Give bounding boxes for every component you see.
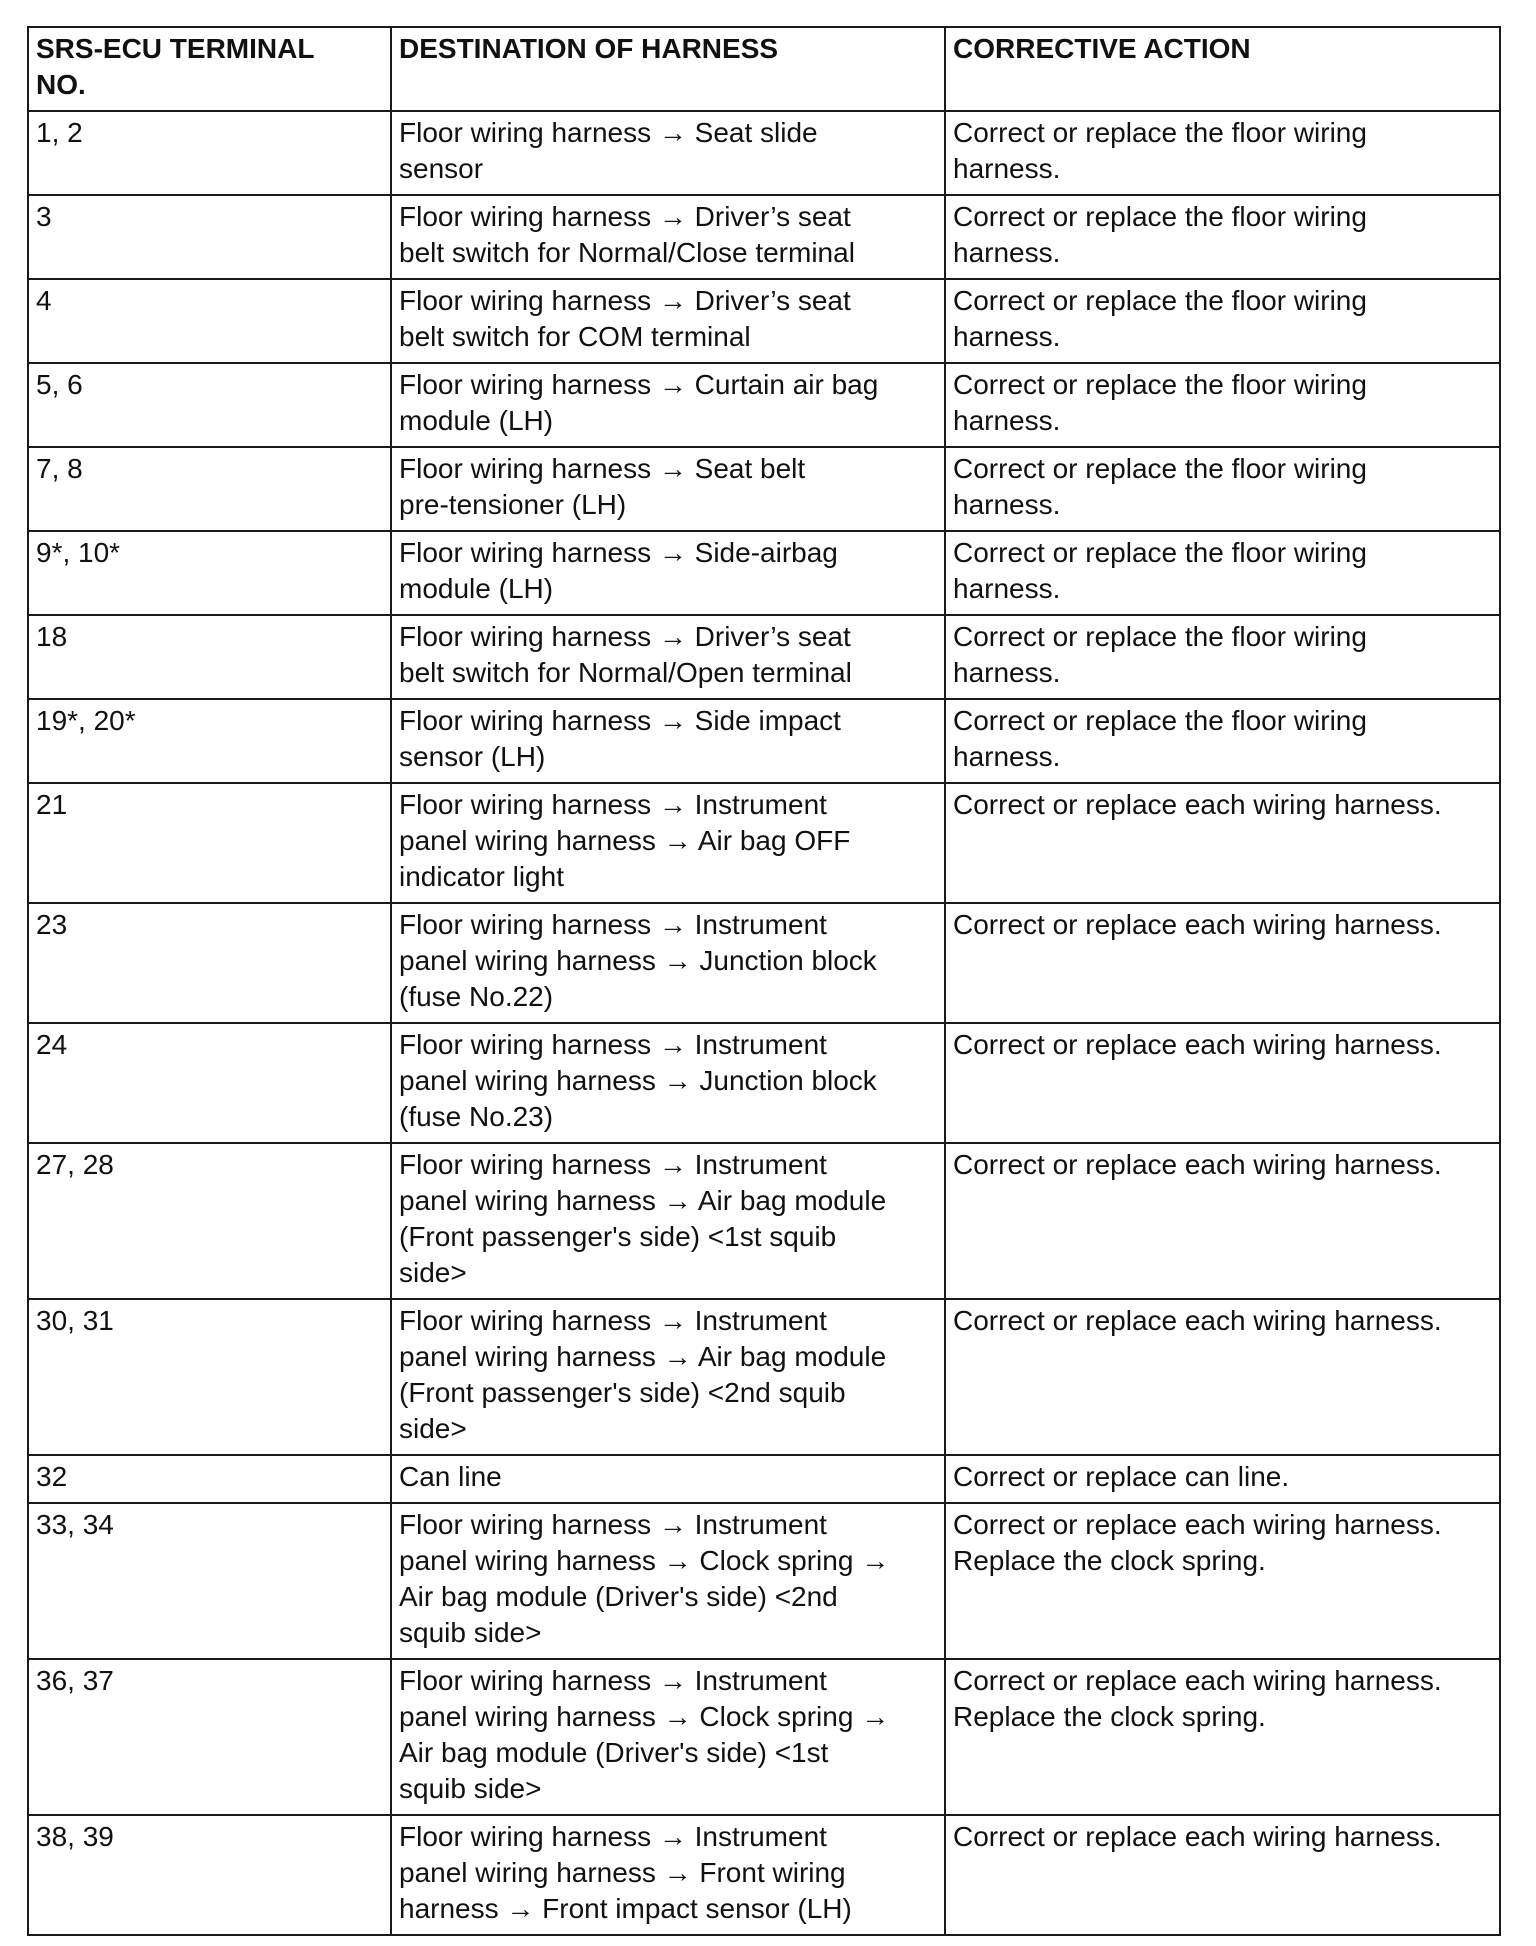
header-text-line: NO. bbox=[36, 69, 86, 100]
cell-text-line: belt switch for COM terminal bbox=[399, 321, 751, 352]
cell-text-line: Floor wiring harness → Curtain air bag bbox=[399, 369, 879, 400]
table-row bbox=[28, 1143, 1500, 1299]
table-row bbox=[28, 1455, 1500, 1503]
cell-destination bbox=[391, 531, 945, 615]
cell-text-line: sensor (LH) bbox=[399, 741, 546, 772]
cell-text-line: Correct or replace the floor wiring bbox=[953, 705, 1367, 736]
cell-text-line: Correct or replace each wiring harness. bbox=[953, 1665, 1442, 1696]
cell-text-line: Floor wiring harness → Side-airbag bbox=[399, 537, 838, 568]
cell-text-line: side> bbox=[399, 1257, 467, 1288]
cell-text-line: Floor wiring harness → Side impact bbox=[399, 705, 841, 736]
cell-text-line: Correct or replace each wiring harness. bbox=[953, 1821, 1442, 1852]
cell-text-line: 32 bbox=[36, 1461, 68, 1492]
cell-terminal-no bbox=[28, 1299, 391, 1455]
cell-text-line: panel wiring harness → Junction block bbox=[399, 945, 877, 976]
cell-corrective-action bbox=[945, 699, 1500, 783]
cell-text-line: Correct or replace each wiring harness. bbox=[953, 1509, 1442, 1540]
cell-text-line: harness. bbox=[953, 573, 1061, 604]
cell-terminal-no bbox=[28, 1023, 391, 1143]
cell-terminal-no bbox=[28, 447, 391, 531]
cell-destination bbox=[391, 615, 945, 699]
cell-text-line: Correct or replace the floor wiring bbox=[953, 117, 1367, 148]
cell-text-line: sensor bbox=[399, 153, 484, 184]
cell-text-line: (fuse No.23) bbox=[399, 1101, 554, 1132]
cell-text-line: Floor wiring harness → Instrument bbox=[399, 789, 827, 820]
cell-text-line: harness. bbox=[953, 321, 1061, 352]
cell-corrective-action bbox=[945, 615, 1500, 699]
cell-text-line: Correct or replace each wiring harness. bbox=[953, 1305, 1442, 1336]
cell-text-line: pre-tensioner (LH) bbox=[399, 489, 627, 520]
cell-text-line: Replace the clock spring. bbox=[953, 1701, 1266, 1732]
cell-text-line: harness. bbox=[953, 741, 1061, 772]
cell-corrective-action bbox=[945, 1815, 1500, 1935]
cell-terminal-no bbox=[28, 279, 391, 363]
cell-terminal-no bbox=[28, 531, 391, 615]
cell-destination bbox=[391, 903, 945, 1023]
table-row bbox=[28, 363, 1500, 447]
cell-text-line: Correct or replace each wiring harness. bbox=[953, 1029, 1442, 1060]
table-row bbox=[28, 903, 1500, 1023]
cell-text-line: 19*, 20* bbox=[36, 705, 136, 736]
cell-corrective-action bbox=[945, 447, 1500, 531]
cell-text-line: 7, 8 bbox=[36, 453, 83, 484]
cell-text-line: panel wiring harness → Air bag module bbox=[399, 1341, 887, 1372]
cell-text-line: Correct or replace the floor wiring bbox=[953, 453, 1367, 484]
cell-text-line: Floor wiring harness → Driver’s seat bbox=[399, 201, 851, 232]
cell-text-line: Replace the clock spring. bbox=[953, 1545, 1266, 1576]
cell-text-line: module (LH) bbox=[399, 405, 554, 436]
cell-text-line: Floor wiring harness → Driver’s seat bbox=[399, 285, 851, 316]
table-row bbox=[28, 1815, 1500, 1935]
cell-text-line: squib side> bbox=[399, 1773, 542, 1804]
cell-text-line: Air bag module (Driver's side) <2nd bbox=[399, 1581, 838, 1612]
cell-text-line: 30, 31 bbox=[36, 1305, 114, 1336]
cell-text-line: (Front passenger's side) <1st squib bbox=[399, 1221, 837, 1252]
cell-text-line: Air bag module (Driver's side) <1st bbox=[399, 1737, 829, 1768]
cell-destination bbox=[391, 783, 945, 903]
table-row bbox=[28, 1023, 1500, 1143]
cell-destination bbox=[391, 111, 945, 195]
cell-destination bbox=[391, 1815, 945, 1935]
table-row bbox=[28, 1659, 1500, 1815]
table-row bbox=[28, 615, 1500, 699]
cell-text-line: panel wiring harness → Air bag module bbox=[399, 1185, 887, 1216]
cell-destination bbox=[391, 1299, 945, 1455]
cell-destination bbox=[391, 1023, 945, 1143]
table-row bbox=[28, 447, 1500, 531]
cell-corrective-action bbox=[945, 783, 1500, 903]
cell-text-line: harness. bbox=[953, 237, 1061, 268]
cell-corrective-action bbox=[945, 363, 1500, 447]
cell-text-line: Can line bbox=[399, 1461, 502, 1492]
cell-text-line: belt switch for Normal/Close terminal bbox=[399, 237, 855, 268]
cell-destination bbox=[391, 447, 945, 531]
cell-destination bbox=[391, 363, 945, 447]
cell-corrective-action bbox=[945, 1023, 1500, 1143]
cell-text-line: Correct or replace can line. bbox=[953, 1461, 1290, 1492]
cell-terminal-no bbox=[28, 111, 391, 195]
cell-text-line: (Front passenger's side) <2nd squib bbox=[399, 1377, 846, 1408]
cell-corrective-action bbox=[945, 1143, 1500, 1299]
cell-text-line: 9*, 10* bbox=[36, 537, 121, 568]
cell-terminal-no bbox=[28, 363, 391, 447]
table-row bbox=[28, 1503, 1500, 1659]
cell-text-line: indicator light bbox=[399, 861, 564, 892]
cell-text-line: 38, 39 bbox=[36, 1821, 114, 1852]
cell-terminal-no bbox=[28, 903, 391, 1023]
table-row bbox=[28, 1299, 1500, 1455]
cell-text-line: panel wiring harness → Air bag OFF bbox=[399, 825, 851, 856]
cell-corrective-action bbox=[945, 1299, 1500, 1455]
table-row bbox=[28, 699, 1500, 783]
cell-text-line: panel wiring harness → Front wiring bbox=[399, 1857, 846, 1888]
cell-destination bbox=[391, 1659, 945, 1815]
cell-destination bbox=[391, 279, 945, 363]
cell-text-line: Floor wiring harness → Seat belt bbox=[399, 453, 806, 484]
cell-text-line: harness. bbox=[953, 657, 1061, 688]
cell-text-line: Floor wiring harness → Seat slide bbox=[399, 117, 818, 148]
cell-text-line: 36, 37 bbox=[36, 1665, 114, 1696]
cell-text-line: 24 bbox=[36, 1029, 68, 1060]
cell-text-line: 5, 6 bbox=[36, 369, 83, 400]
cell-corrective-action bbox=[945, 1503, 1500, 1659]
cell-text-line: 4 bbox=[36, 285, 52, 316]
cell-text-line: 1, 2 bbox=[36, 117, 83, 148]
cell-corrective-action bbox=[945, 195, 1500, 279]
table-row bbox=[28, 279, 1500, 363]
cell-text-line: Floor wiring harness → Instrument bbox=[399, 1821, 827, 1852]
cell-terminal-no bbox=[28, 1815, 391, 1935]
cell-corrective-action bbox=[945, 279, 1500, 363]
header-text-line: DESTINATION OF HARNESS bbox=[399, 33, 779, 64]
cell-terminal-no bbox=[28, 699, 391, 783]
table-row bbox=[28, 531, 1500, 615]
cell-text-line: Correct or replace the floor wiring bbox=[953, 369, 1367, 400]
table-row bbox=[28, 111, 1500, 195]
cell-destination bbox=[391, 1143, 945, 1299]
cell-text-line: 27, 28 bbox=[36, 1149, 114, 1180]
header-terminal-no bbox=[28, 27, 391, 111]
cell-text-line: harness. bbox=[953, 405, 1061, 436]
document-page bbox=[27, 26, 1501, 1936]
cell-text-line: Floor wiring harness → Instrument bbox=[399, 1149, 827, 1180]
cell-terminal-no bbox=[28, 195, 391, 279]
header-corrective-action bbox=[945, 27, 1500, 111]
cell-text-line: Correct or replace each wiring harness. bbox=[953, 789, 1442, 820]
cell-text-line: harness. bbox=[953, 153, 1061, 184]
cell-text-line: Floor wiring harness → Instrument bbox=[399, 1305, 827, 1336]
cell-text-line: Correct or replace the floor wiring bbox=[953, 285, 1367, 316]
cell-text-line: Floor wiring harness → Instrument bbox=[399, 909, 827, 940]
cell-terminal-no bbox=[28, 1455, 391, 1503]
cell-text-line: (fuse No.22) bbox=[399, 981, 554, 1012]
table-header-row bbox=[28, 27, 1500, 111]
cell-text-line: belt switch for Normal/Open terminal bbox=[399, 657, 852, 688]
cell-text-line: 33, 34 bbox=[36, 1509, 114, 1540]
cell-text-line: harness → Front impact sensor (LH) bbox=[399, 1893, 852, 1924]
cell-text-line: 3 bbox=[36, 201, 52, 232]
cell-text-line: Correct or replace the floor wiring bbox=[953, 621, 1367, 652]
cell-corrective-action bbox=[945, 111, 1500, 195]
cell-text-line: Floor wiring harness → Instrument bbox=[399, 1509, 827, 1540]
cell-text-line: Floor wiring harness → Instrument bbox=[399, 1665, 827, 1696]
cell-text-line: panel wiring harness → Clock spring → bbox=[399, 1545, 890, 1576]
srs-harness-table bbox=[27, 26, 1501, 1936]
cell-corrective-action bbox=[945, 531, 1500, 615]
cell-corrective-action bbox=[945, 1455, 1500, 1503]
cell-destination bbox=[391, 1503, 945, 1659]
cell-destination bbox=[391, 1455, 945, 1503]
cell-text-line: module (LH) bbox=[399, 573, 554, 604]
table-row bbox=[28, 783, 1500, 903]
cell-terminal-no bbox=[28, 1143, 391, 1299]
cell-text-line: 18 bbox=[36, 621, 68, 652]
cell-text-line: Correct or replace the floor wiring bbox=[953, 537, 1367, 568]
cell-corrective-action bbox=[945, 903, 1500, 1023]
cell-text-line: Floor wiring harness → Instrument bbox=[399, 1029, 827, 1060]
cell-terminal-no bbox=[28, 783, 391, 903]
cell-text-line: Correct or replace each wiring harness. bbox=[953, 909, 1442, 940]
header-destination bbox=[391, 27, 945, 111]
cell-text-line: 23 bbox=[36, 909, 68, 940]
cell-text-line: Floor wiring harness → Driver’s seat bbox=[399, 621, 851, 652]
table-row bbox=[28, 195, 1500, 279]
cell-text-line: 21 bbox=[36, 789, 68, 820]
cell-text-line: squib side> bbox=[399, 1617, 542, 1648]
cell-terminal-no bbox=[28, 615, 391, 699]
cell-corrective-action bbox=[945, 1659, 1500, 1815]
cell-text-line: Correct or replace the floor wiring bbox=[953, 201, 1367, 232]
table-body bbox=[28, 111, 1500, 1935]
cell-text-line: side> bbox=[399, 1413, 467, 1444]
header-text-line: SRS-ECU TERMINAL bbox=[36, 33, 315, 64]
cell-text-line: panel wiring harness → Clock spring → bbox=[399, 1701, 890, 1732]
cell-text-line: panel wiring harness → Junction block bbox=[399, 1065, 877, 1096]
cell-terminal-no bbox=[28, 1503, 391, 1659]
cell-terminal-no bbox=[28, 1659, 391, 1815]
cell-destination bbox=[391, 195, 945, 279]
cell-text-line: Correct or replace each wiring harness. bbox=[953, 1149, 1442, 1180]
header-text-line: CORRECTIVE ACTION bbox=[953, 33, 1251, 64]
cell-text-line: harness. bbox=[953, 489, 1061, 520]
cell-destination bbox=[391, 699, 945, 783]
